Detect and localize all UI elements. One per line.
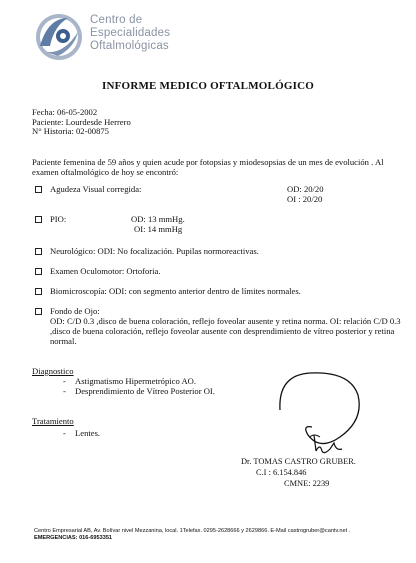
oculomotor-line: Examen Oculomotor: Ortoforia. [50, 266, 161, 276]
pio-oi: OI: 14 mmHg [134, 224, 183, 234]
dash-marker: - [63, 428, 66, 438]
bullet-icon [35, 216, 42, 223]
footer [34, 528, 404, 542]
doctor-signature [250, 365, 370, 460]
dash-marker: - [63, 376, 66, 386]
bullet-icon [35, 288, 42, 295]
date-line: Fecha: 06-05-2002 [32, 107, 98, 117]
history-line: N° Historia: 02-00875 [32, 126, 109, 136]
dash-marker: - [63, 386, 66, 396]
visual-acuity-label: Agudeza Visual corregida: [50, 184, 142, 194]
clinic-name-line-3: Oftalmológicas [90, 40, 169, 52]
doctor-name: Dr. TOMAS CASTRO GRUBER. [241, 457, 356, 466]
fundus-title: Fondo de Ojo: [50, 306, 100, 316]
bullet-icon [35, 268, 42, 275]
visual-acuity-od: OD: 20/20 [287, 184, 324, 194]
pio-label: PIO: [50, 214, 67, 224]
visual-acuity-oi: OI : 20/20 [287, 194, 323, 204]
diagnosis-item: Desprendimiento de Vítreo Posterior OI. [75, 386, 215, 396]
doctor-ci: C.I : 6.154.846 [256, 468, 307, 477]
treatment-heading: Tratamiento [32, 416, 74, 426]
treatment-item: Lentes. [75, 428, 101, 438]
footer-address: Centro Empresarial AB, Av. Bolívar nivel Mezzanina, local. 1Telefax. 0295-2628666 y 2629866. E-Mail castrogruber@cantv.net . [34, 528, 351, 534]
diagnosis-item: Astigmatismo Hipermetrópico AO. [75, 376, 197, 386]
fundus-text: OD: C/D 0.3 ,disco de buena coloración, reflejo foveolar ausente y retina norma. OI: relación C/D 0.3 ,disco de buena coloración, reflejo foveolar ausente con desprendimiento de vítreo posterior y retina normal. [50, 316, 401, 346]
intro-paragraph: Paciente femenina de 59 años y quien acude por fotopsias y miodesopsias de un mes de evolución . Al examen oftalmológico de hoy se encontró: [32, 157, 384, 177]
biomicroscopy-line: Biomicroscopía: ODI: con segmento anterior dentro de límites normales. [50, 286, 301, 296]
bullet-icon [35, 248, 42, 255]
patient-line: Paciente: Lourdesde Herrero [32, 116, 131, 127]
clinic-logo [34, 12, 84, 62]
clinic-name-line-2: Especialidades [90, 27, 171, 39]
pio-od: OD: 13 mmHg. [131, 214, 185, 224]
clinic-name [90, 14, 170, 53]
report-title: INFORME MEDICO OFTALMOLÓGICO [102, 80, 314, 92]
footer-emergency: EMERGENCIAS: 016-6953351 [34, 535, 113, 541]
bullet-icon [35, 308, 42, 315]
doctor-cmne: CMNE: 2239 [284, 479, 330, 488]
bullet-icon [35, 186, 42, 193]
patient-meta [32, 108, 131, 137]
neurological-line: Neurológico: ODI: No focalización. Pupilas normoreactivas. [50, 246, 259, 256]
clinic-name-line-1: Centro de [90, 14, 143, 26]
diagnosis-heading: Diagnostico [32, 366, 74, 376]
